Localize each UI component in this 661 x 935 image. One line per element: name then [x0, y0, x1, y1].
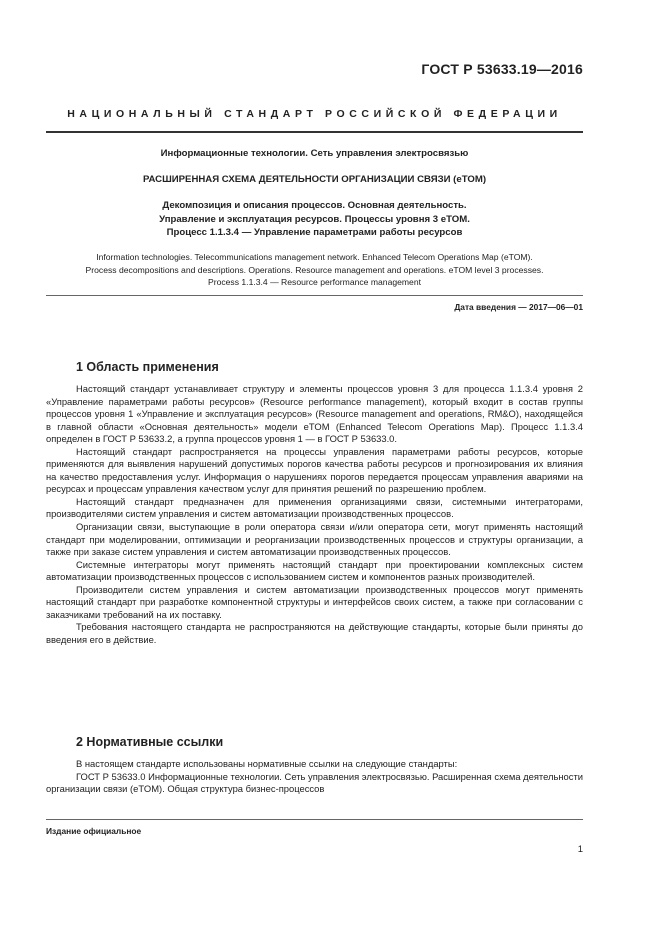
title-divider	[46, 295, 583, 296]
paragraph: Производители систем управления и систем автоматизации производственных процессов могут применять настоящий стандарт при разработке компонентной структуры и интерфейсов своих систем, а также при согласовании с заказчиками требований на их поставку.	[46, 583, 583, 620]
official-edition-label: Издание официальное	[46, 826, 142, 836]
paragraph: Организации связи, выступающие в роли оператора связи и/или оператора сети, могут применять настоящий стандарт при моделировании, оптимизации и реорганизации производственных процессов и структуры организации, а также при заказе систем управления и систем автоматизации производственных процессов.	[46, 521, 583, 558]
title-english	[46, 251, 583, 289]
paragraph: Настоящий стандарт предназначен для применения организациями связи, системными интеграторами, производителями систем управления и систем автоматизации производственных процессов.	[46, 495, 583, 520]
title-part-line: Декомпозиция и описания процессов. Основная деятельность.	[162, 200, 467, 211]
header-divider	[46, 131, 583, 133]
standard-number: ГОСТ Р 53633.19—2016	[421, 61, 583, 77]
title-english-line: Process decompositions and descriptions. Operations. Resource management and operations. eTOM level 3 processes.	[85, 264, 544, 275]
paragraph: Настоящий стандарт устанавливает структуру и элементы процессов уровня 3 для процесса 1.1.3.4 уровня 2 «Управление параметрами работы ресурсов» (Resource performance management), который входит в состав группы процессов уровня 1 «Управление и эксплуатация ресурсов» (Resource management and operations, RM&O), находящейся в главной области «Основная деятельность» модели eTOM (Enhanced Telecom Operations Map). Процесс 1.1.3.4 определен в ГОСТ Р 53633.2, а группа процессов уровня 1 — в ГОСТ Р 53633.0.	[46, 383, 583, 445]
paragraph: ГОСТ Р 53633.0 Информационные технологии. Сеть управления электросвязью. Расширенная схема деятельности организации связи (eTOM). Общая структура бизнес-процессов	[46, 770, 583, 795]
national-standard-title: НАЦИОНАЛЬНЫЙ СТАНДАРТ РОССИЙСКОЙ ФЕДЕРАЦИИ	[67, 108, 562, 120]
title-part-ru	[46, 199, 583, 240]
paragraph: Системные интеграторы могут применять настоящий стандарт при проектировании комплексных систем автоматизации производственных процессов с использованием систем и компонентов разных производителей.	[46, 558, 583, 583]
title-english-line: Information technologies. Telecommunications management network. Enhanced Telecom Operations Map (eTOM).	[96, 252, 533, 262]
paragraph: В настоящем стандарте использованы нормативные ссылки на следующие стандарты:	[76, 758, 458, 769]
title-subtitle-ru: Информационные технологии. Сеть управления электросвязью	[160, 148, 469, 159]
paragraph: Настоящий стандарт распространяется на процессы управления параметрами работы ресурсов, которые применяются для выявления нарушений допустимых порогов качества работы ресурсов и прогнозирования их влияния на качество предоставления услуг. Информация о нарушениях порогов передается процессам управления авариями на ресурсах и процессам управления качеством услуг для принятия решений по разрешению проблем.	[46, 445, 583, 495]
section-heading: 1 Область применения	[76, 360, 219, 374]
paragraph: Требования настоящего стандарта не распространяются на действующие стандарты, которые были приняты до введения его в действие.	[46, 621, 583, 645]
section-body	[46, 758, 583, 796]
title-part-line: Управление и эксплуатация ресурсов. Процессы уровня 3 eTOM.	[159, 213, 470, 225]
section-heading: 2 Нормативные ссылки	[76, 735, 224, 749]
page-number: 1	[577, 844, 583, 855]
section-body	[46, 383, 583, 646]
title-english-line: Process 1.1.3.4 — Resource performance management	[207, 277, 422, 288]
title-part-line: Процесс 1.1.3.4 — Управление параметрами работы ресурсов	[166, 227, 463, 238]
intro-date: Дата введения — 2017—06—01	[454, 302, 583, 312]
footer-divider	[46, 819, 583, 820]
title-main-ru: РАСШИРЕННАЯ СХЕМА ДЕЯТЕЛЬНОСТИ ОРГАНИЗАЦИИ СВЯЗИ (eTOM)	[142, 174, 487, 185]
